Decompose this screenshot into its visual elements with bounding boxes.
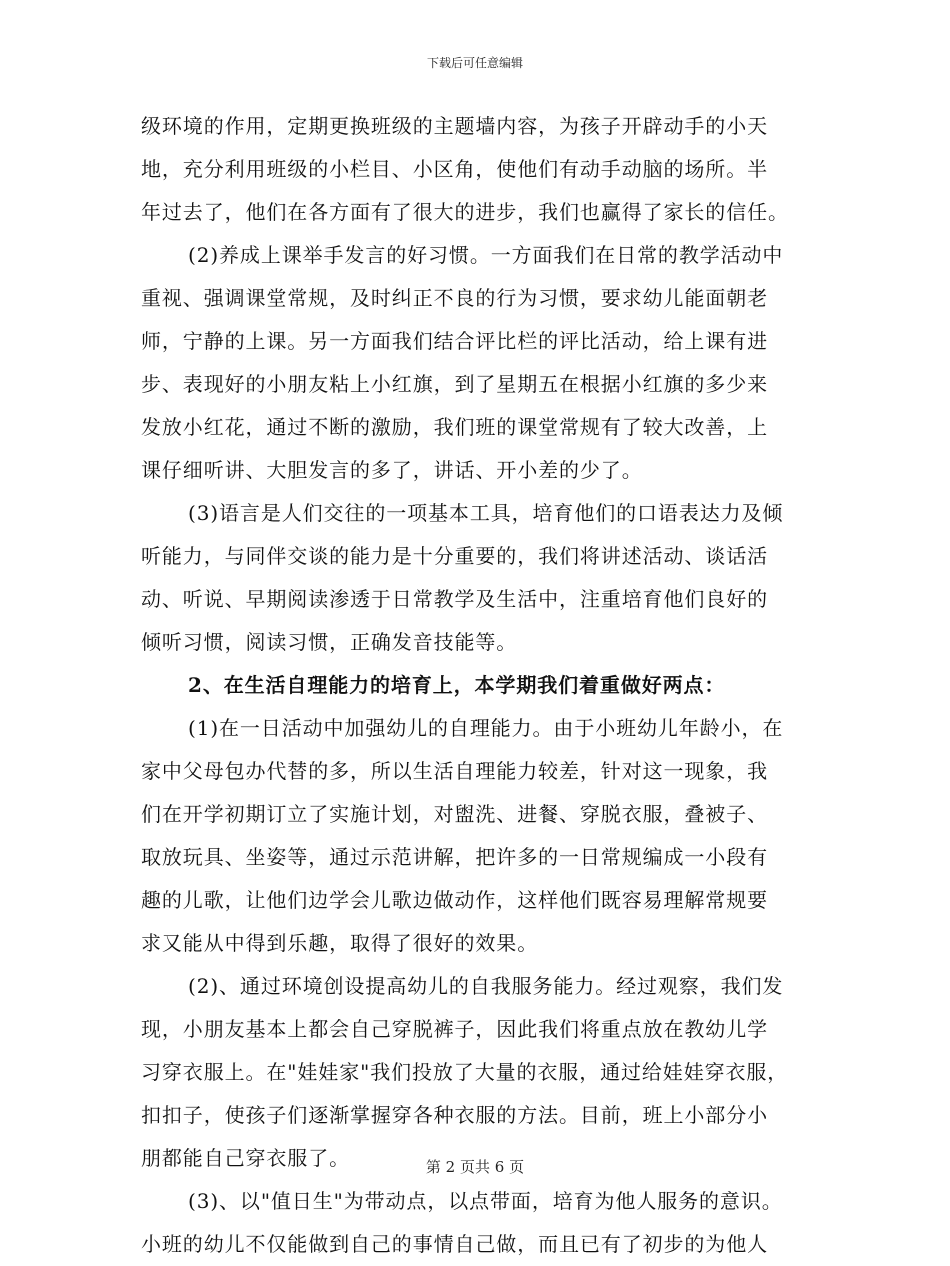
text-line: 2、在生活自理能力的培育上，本学期我们着重做好两点：: [188, 673, 726, 697]
page-header: 下载后可任意编辑: [426, 56, 523, 70]
text-line: 趣的儿歌，让他们边学会儿歌边做动作，这样他们既容易理解常规要: [141, 888, 768, 912]
text-line: (3)、以"值日生"为带动点，以点带面，培育为他人服务的意识。: [188, 1189, 783, 1213]
text-line: (2)养成上课举手发言的好习惯。一方面我们在日常的教学活动中: [188, 243, 784, 267]
text-line: 动、听说、早期阅读渗透于日常教学及生活中，注重培育他们良好的: [141, 587, 768, 611]
paragraph: [141, 965, 811, 1180]
text-line: 现，小朋友基本上都会自己穿脱裤子，因此我们将重点放在教幼儿学: [141, 1017, 768, 1041]
text-line: 朋都能自己穿衣服了。: [141, 1146, 350, 1170]
text-line: 重视、强调课堂常规，及时纠正不良的行为习惯，要求幼儿能面朝老: [141, 286, 768, 310]
text-line: (1)在一日活动中加强幼儿的自理能力。由于小班幼儿年龄小，在: [188, 716, 784, 740]
section-heading: [141, 664, 811, 707]
text-line: 取放玩具、坐姿等，通过示范讲解，把许多的一日常规编成一小段有: [141, 845, 768, 869]
text-line: 步、表现好的小朋友粘上小红旗，到了星期五在根据小红旗的多少来: [141, 372, 768, 396]
paragraph: [141, 707, 811, 965]
paragraph: [141, 234, 811, 492]
page-footer: 第 2 页共 6 页: [425, 1158, 525, 1176]
text-line: (3)语言是人们交往的一项基本工具，培育他们的口语表达力及倾: [188, 501, 784, 525]
text-line: 们在开学初期订立了实施计划，对盥洗、进餐、穿脱衣服，叠被子、: [141, 802, 768, 826]
text-line: 小班的幼儿不仅能做到自己的事情自己做，而且已有了初步的为他人: [141, 1232, 768, 1256]
paragraph: [141, 492, 811, 664]
text-line: 师，宁静的上课。另一方面我们结合评比栏的评比活动，给上课有进: [141, 329, 768, 353]
text-line: 听能力，与同伴交谈的能力是十分重要的，我们将讲述活动、谈话活: [141, 544, 768, 568]
text-line: 课仔细听讲、大胆发言的多了，讲话、开小差的少了。: [141, 458, 643, 482]
text-line: (2)、通过环境创设提高幼儿的自我服务能力。经过观察，我们发: [188, 974, 784, 998]
text-line: 地，充分利用班级的小栏目、小区角，使他们有动手动脑的场所。半: [141, 157, 768, 181]
document-body: [141, 105, 811, 1266]
text-line: 级环境的作用，定期更换班级的主题墙内容，为孩子开辟动手的小天: [141, 114, 768, 138]
text-line: 发放小红花，通过不断的激励，我们班的课堂常规有了较大改善，上: [141, 415, 768, 439]
text-line: 家中父母包办代替的多，所以生活自理能力较差，针对这一现象，我: [141, 759, 768, 783]
text-line: 求又能从中得到乐趣，取得了很好的效果。: [141, 931, 539, 955]
text-line: 年过去了，他们在各方面有了很大的进步，我们也赢得了家长的信任。: [141, 200, 789, 224]
text-line: 倾听习惯，阅读习惯，正确发音技能等。: [141, 630, 518, 654]
text-line: 扣扣子，使孩子们逐渐掌握穿各种衣服的方法。目前，班上小部分小: [141, 1103, 768, 1127]
text-line: 习穿衣服上。在"娃娃家"我们投放了大量的衣服，通过给娃娃穿衣服，: [141, 1060, 789, 1084]
paragraph: [141, 1180, 811, 1266]
paragraph: [141, 105, 811, 234]
